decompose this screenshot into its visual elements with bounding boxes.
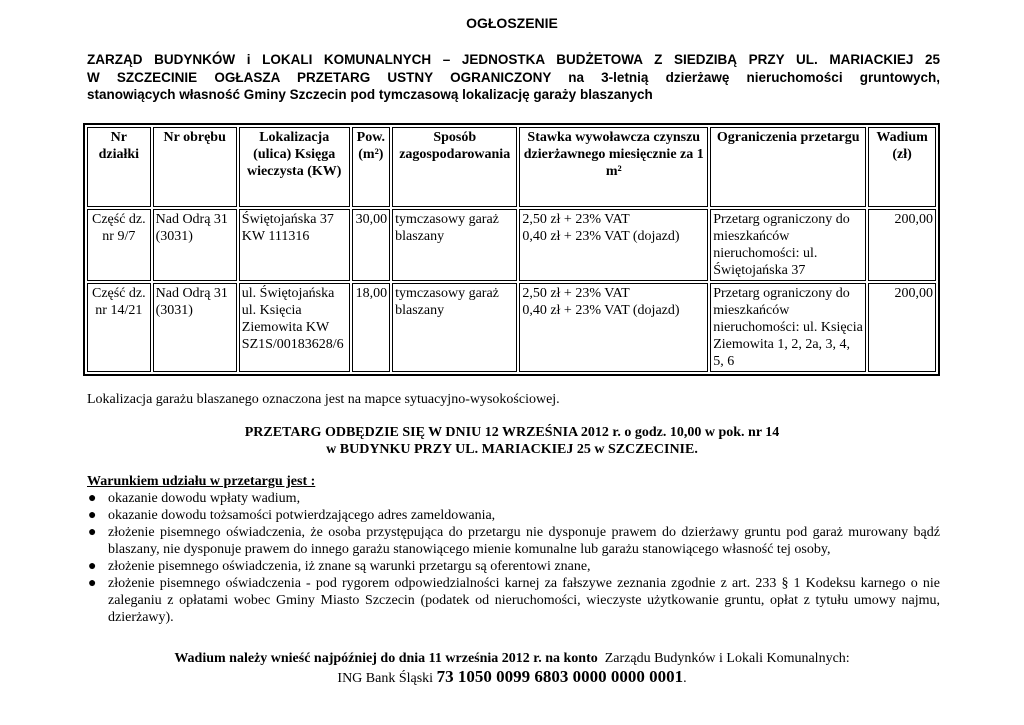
list-item	[87, 558, 940, 575]
conditions-heading: Warunkiem udziału w przetargu jest :	[87, 474, 316, 489]
cell-pow: 30,00	[352, 209, 390, 281]
page-title: OGŁOSZENIE	[466, 15, 558, 31]
wadium-line-2	[0, 668, 1024, 688]
plots-table	[83, 123, 940, 376]
cell-ograniczenia: Przetarg ograniczony do mieszkańców nieruchomości: ul. Księcia Ziemowita 1, 2, 2a, 3, 4, 5, 6	[710, 283, 866, 372]
intro-line-1: ZARZĄD BUDYNKÓW i LOKALI KOMUNALNYCH – JEDNOSTKA BUDŻETOWA Z SIEDZIBĄ PRZY UL. MARIACKIEJ 25	[87, 52, 940, 67]
header-ograniczenia: Ograniczenia przetargu	[710, 127, 866, 207]
bank-name: ING Bank Śląski	[337, 671, 434, 686]
cell-wadium: 200,00	[868, 209, 936, 281]
stawka-line-1: 2,50 zł + 23% VAT	[522, 286, 630, 301]
wadium-info	[0, 650, 1024, 688]
cell-nr-dzialki: Część dz. nr 14/21	[87, 283, 151, 372]
cell-nr-obrebu: Nad Odrą 31 (3031)	[153, 283, 237, 372]
table-row	[87, 283, 936, 372]
list-item	[87, 524, 940, 558]
condition-text: okazanie dowodu tożsamości potwierdzającego adres zameldowania,	[108, 508, 496, 523]
condition-text: złożenie pisemnego oświadczenia, iż znane są warunki przetargu są oferentowi znane,	[108, 559, 591, 574]
auction-date-line-1: PRZETARG ODBĘDZIE SIĘ W DNIU 12 WRZEŚNIA 2012 r. o godz. 10,00 w pok. nr 14	[244, 425, 780, 440]
auction-date-line-2: w BUDYNKU PRZY UL. MARIACKIEJ 25 w SZCZECINIE.	[326, 442, 698, 457]
bullet-icon: ●	[88, 559, 97, 574]
header-nr-dzialki: Nr działki	[87, 127, 151, 207]
cell-wadium: 200,00	[868, 283, 936, 372]
table-row	[87, 209, 936, 281]
list-item	[87, 490, 940, 507]
cell-lokalizacja: Świętojańska 37 KW 111316	[239, 209, 350, 281]
header-nr-obrebu: Nr obrębu	[153, 127, 237, 207]
intro-line-2: W SZCZECINIE OGŁASZA PRZETARG USTNY OGRANICZONY na 3-letnią dzierżawę nieruchomości gruntowych,	[87, 69, 940, 85]
bullet-icon: ●	[88, 525, 97, 540]
header-lokalizacja: Lokalizacja (ulica) Księga wieczysta (KW)	[239, 127, 350, 207]
intro-line-3: stanowiących własność Gminy Szczecin pod tymczasową lokalizację garaży blaszanych	[87, 87, 653, 102]
stawka-line-2: 0,40 zł + 23% VAT (dojazd)	[522, 303, 680, 318]
cell-pow: 18,00	[352, 283, 390, 372]
header-stawka: Stawka wywoławcza czynszu dzierżawnego miesięcznie za 1 m²	[519, 127, 708, 207]
cell-nr-obrebu: Nad Odrą 31 (3031)	[153, 209, 237, 281]
account-end: .	[683, 671, 687, 686]
cell-sposob: tymczasowy garaż blaszany	[392, 283, 517, 372]
header-pow: Pow. (m²)	[352, 127, 390, 207]
map-note: Lokalizacja garażu blaszanego oznaczona jest na mapce sytuacyjno-wysokościowej.	[87, 392, 560, 407]
cell-stawka	[519, 283, 708, 372]
bullet-icon: ●	[88, 508, 97, 523]
account-number: 73 1050 0099 6803 0000 0000 0001	[436, 667, 684, 686]
auction-date	[0, 424, 1024, 458]
cell-ograniczenia: Przetarg ograniczony do mieszkańców nieruchomości: ul. Świętojańska 37	[710, 209, 866, 281]
stawka-line-1: 2,50 zł + 23% VAT	[522, 212, 630, 227]
conditions-list	[87, 490, 940, 626]
cell-sposob: tymczasowy garaż blaszany	[392, 209, 517, 281]
wadium-deadline: Wadium należy wnieść najpóźniej do dnia 11 września 2012 r. na konto	[174, 651, 598, 666]
cell-lokalizacja: ul. Świętojańska ul. Księcia Ziemowita KW SZ1S/00183628/6	[239, 283, 350, 372]
condition-text: okazanie dowodu wpłaty wadium,	[108, 491, 301, 506]
header-sposob: Sposób zagospodarowania	[392, 127, 517, 207]
header-wadium: Wadium (zł)	[868, 127, 936, 207]
condition-text: złożenie pisemnego oświadczenia, że osoba przystępująca do przetargu nie dysponuje prawem do dzierżawy gruntu pod garaż murowany bądź blaszany, nie dysponuje prawem do innego garażu stanowiącego mienie komunalne lub garażu stanowiącego własność tej osoby,	[108, 525, 940, 557]
condition-text: złożenie pisemnego oświadczenia - pod rygorem odpowiedzialności karnej za fałszywe zeznania zgodnie z art. 233 § 1 Kodeksu karnego o nie zaleganiu z opłatami wobec Gminy Miasto Szczecin (podatek od nieruchomości, wieczyste użytkowanie gruntu, opłat z tytułu umowy najmu, dzierżawy).	[108, 576, 940, 625]
wadium-recipient: Zarządu Budynków i Lokali Komunalnych:	[604, 651, 850, 666]
cell-stawka	[519, 209, 708, 281]
list-item	[87, 575, 940, 626]
bullet-icon: ●	[88, 491, 97, 506]
list-item	[87, 507, 940, 524]
stawka-line-2: 0,40 zł + 23% VAT (dojazd)	[522, 229, 680, 244]
cell-nr-dzialki: Część dz. nr 9/7	[87, 209, 151, 281]
bullet-icon: ●	[88, 576, 97, 591]
table-header-row	[87, 127, 936, 207]
announcement-intro	[87, 51, 940, 104]
wadium-line-1	[0, 650, 1024, 668]
